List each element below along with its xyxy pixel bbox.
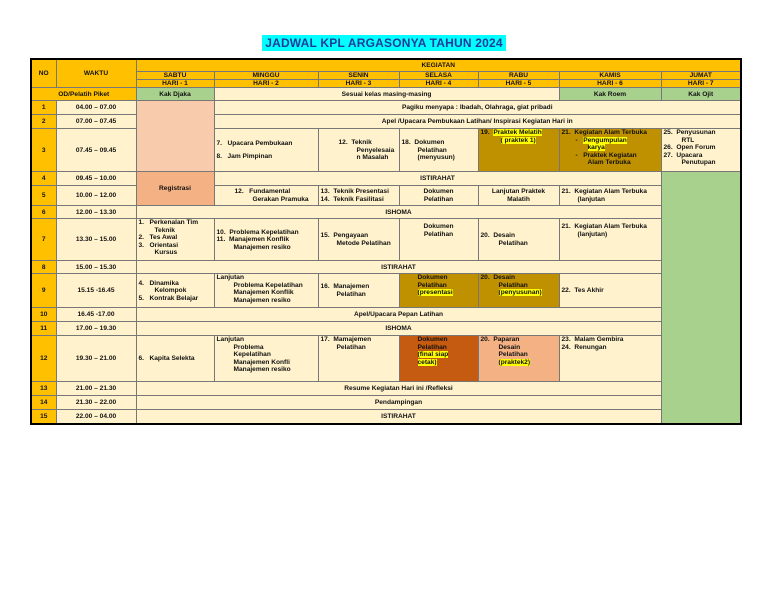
cell-selasa-9: Dokumen Pelatihan (presentasi: [399, 274, 478, 308]
cell-selasa-12: Dokumen Pelatihan (final siap cetak): [399, 336, 478, 382]
table-row: [31, 382, 741, 396]
day-rabu: RABU: [478, 71, 559, 79]
cell-rabu-5: Lanjutan Praktek Malatih: [478, 186, 559, 206]
row-activity: Apel /Upacara Pembukaan Latihan/ Inspirasi Kegiatan Hari in: [214, 115, 741, 129]
row-no: 2: [31, 115, 56, 129]
cell-minggu-7: 10. Problema Kepelatihan 11. Manajemen Konflik Manajemen resiko: [214, 219, 318, 261]
table-row: [31, 336, 741, 382]
row-time: 21.30 – 22.00: [56, 396, 136, 410]
piket-jumat: Kak Ojit: [661, 88, 741, 101]
cell-sabtu-12: 6. Kapita Selekta: [136, 336, 214, 382]
piket-mid: Sesuai kelas masing-masing: [214, 88, 559, 101]
cell-rabu-12: 20. Paparan Desain Pelatihan (praktek2): [478, 336, 559, 382]
row-activity: Resume Kegiatan Hari ini /Refleksi: [136, 382, 661, 396]
row-time: 09.45 – 10.00: [56, 172, 136, 186]
row-activity: ISHOMA: [136, 206, 661, 219]
cell-rabu-7: 20. Desain Pelatihan: [478, 219, 559, 261]
piket-sabtu: Kak Djaka: [136, 88, 214, 101]
table-row: [31, 308, 741, 322]
cell-kamis-9: 22. Tes Akhir: [559, 274, 661, 308]
piket-label: OD/Pelatih Piket: [31, 88, 136, 101]
hari-7: HARI - 7: [661, 79, 741, 87]
header-kegiatan: KEGIATAN: [136, 59, 741, 71]
day-jumat: JUMAT: [661, 71, 741, 79]
row-time: 10.00 – 12.00: [56, 186, 136, 206]
schedule-table: [30, 58, 742, 425]
row-no: 6: [31, 206, 56, 219]
title-wrap: [0, 34, 768, 52]
header-waktu: WAKTU: [56, 59, 136, 88]
row-time: 07.00 – 07.45: [56, 115, 136, 129]
table-row: [31, 172, 741, 186]
row-time: 15.15 -16.45: [56, 274, 136, 308]
row-no: 12: [31, 336, 56, 382]
row-activity: Pagiku menyapa : Ibadah, Olahraga, giat pribadi: [214, 101, 741, 115]
cell-rabu-9: 20. Desain Pelatihan (penyusunan): [478, 274, 559, 308]
row-time: 17.00 – 19.30: [56, 322, 136, 336]
row-activity: Apel/Upacara Pepan Latihan: [136, 308, 661, 322]
hari-row: [31, 79, 741, 87]
row-no: 9: [31, 274, 56, 308]
registrasi-cell: Registrasi: [136, 172, 214, 206]
cell-kamis-12: 23. Malam Gembira 24. Renungan: [559, 336, 661, 382]
cell-selasa-7: Dokumen Pelatihan: [399, 219, 478, 261]
jumat-afternoon-block: [661, 172, 741, 424]
day-kamis: KAMIS: [559, 71, 661, 79]
sabtu-morning-block: [136, 101, 214, 172]
row-no: 10: [31, 308, 56, 322]
day-senin: SENIN: [318, 71, 399, 79]
row-no: 13: [31, 382, 56, 396]
row-no: 5: [31, 186, 56, 206]
row-no: 7: [31, 219, 56, 261]
cell-senin-7: 15. Pengayaan Metode Pelatihan: [318, 219, 399, 261]
row-no: 8: [31, 261, 56, 274]
cell-senin-5: 13. Teknik Presentasi 14. Teknik Fasilitasi: [318, 186, 399, 206]
cell-jumat-3: 25. Penyusunan RTL 26. Open Forum 27. Upacara Penutupan: [661, 129, 741, 172]
piket-kamis: Kak Roem: [559, 88, 661, 101]
header-row: [31, 59, 741, 71]
cell-rabu-3: 19. Praktek Melatih ( praktek 1): [478, 129, 559, 172]
hari-6: HARI - 6: [559, 79, 661, 87]
cell-senin-3: 12. Teknik Penyelesaia n Masalah: [318, 129, 399, 172]
table-row: [31, 219, 741, 261]
row-time: 12.00 – 13.30: [56, 206, 136, 219]
cell-kamis-5: 21. Kegiatan Alam Terbuka (lanjutan: [559, 186, 661, 206]
hari-5: HARI - 5: [478, 79, 559, 87]
row-time: 22.00 – 04.00: [56, 410, 136, 424]
table-row: [31, 396, 741, 410]
row-no: 3: [31, 129, 56, 172]
row-no: 1: [31, 101, 56, 115]
row-no: 15: [31, 410, 56, 424]
row-time: 16.45 -17.00: [56, 308, 136, 322]
row-time: 07.45 – 09.45: [56, 129, 136, 172]
row-activity: ISHOMA: [136, 322, 661, 336]
cell-kamis-3: 21. Kegiatan Alam Terbuka - Pengumpulan karya - Praktek Kegiatan Alam Terbuka: [559, 129, 661, 172]
day-selasa: SELASA: [399, 71, 478, 79]
row-time: 19.30 – 21.00: [56, 336, 136, 382]
row-time: 04.00 – 07.00: [56, 101, 136, 115]
row-activity: ISTIRAHAT: [136, 410, 661, 424]
table-row: [31, 274, 741, 308]
hari-3: HARI - 3: [318, 79, 399, 87]
row-no: 14: [31, 396, 56, 410]
row-activity: ISTIRAHAT: [136, 261, 661, 274]
table-row: [31, 322, 741, 336]
row-time: 21.00 – 21.30: [56, 382, 136, 396]
row-no: 4: [31, 172, 56, 186]
cell-minggu-9: Lanjutan Problema Kepelatihan Manajemen Konflik Manajemen resiko: [214, 274, 318, 308]
table-row: [31, 410, 741, 424]
cell-sabtu-7: 1. Perkenalan Tim Teknik 2. Tes Awal 3. Orientasi Kursus: [136, 219, 214, 261]
day-minggu: MINGGU: [214, 71, 318, 79]
cell-minggu-12: Lanjutan Problema Kepelatihan Manajemen Konfli Manajemen resiko: [214, 336, 318, 382]
cell-minggu-5: 12. Fundamental Gerakan Pramuka: [214, 186, 318, 206]
day-row: [31, 71, 741, 79]
hari-4: HARI - 4: [399, 79, 478, 87]
hari-1: HARI - 1: [136, 79, 214, 87]
header-no: NO: [31, 59, 56, 88]
cell-senin-12: 17. Mamajemen Pelatihan: [318, 336, 399, 382]
cell-selasa-3: 18. Dokumen Pelatihan (menyusun): [399, 129, 478, 172]
cell-kamis-7: 21. Kegiatan Alam Terbuka (lanjutan): [559, 219, 661, 261]
row-activity: ISTIRAHAT: [214, 172, 661, 186]
piket-row: [31, 88, 741, 101]
row-activity: Pendampingan: [136, 396, 661, 410]
table-row: [31, 261, 741, 274]
hari-2: HARI - 2: [214, 79, 318, 87]
row-time: 15.00 – 15.30: [56, 261, 136, 274]
row-no: 11: [31, 322, 56, 336]
cell-minggu-3: 7. Upacara Pembukaan 8. Jam Pimpinan: [214, 129, 318, 172]
row-time: 13.30 – 15.00: [56, 219, 136, 261]
cell-sabtu-9: 4. Dinamika Kelompok 5. Kontrak Belajar: [136, 274, 214, 308]
day-sabtu: SABTU: [136, 71, 214, 79]
cell-selasa-5: Dokumen Pelatihan: [399, 186, 478, 206]
cell-senin-9: 16. Manajemen Pelatihan: [318, 274, 399, 308]
table-row: [31, 206, 741, 219]
page-title: JADWAL KPL ARGASONYA TAHUN 2024: [262, 35, 506, 51]
table-row: [31, 101, 741, 115]
